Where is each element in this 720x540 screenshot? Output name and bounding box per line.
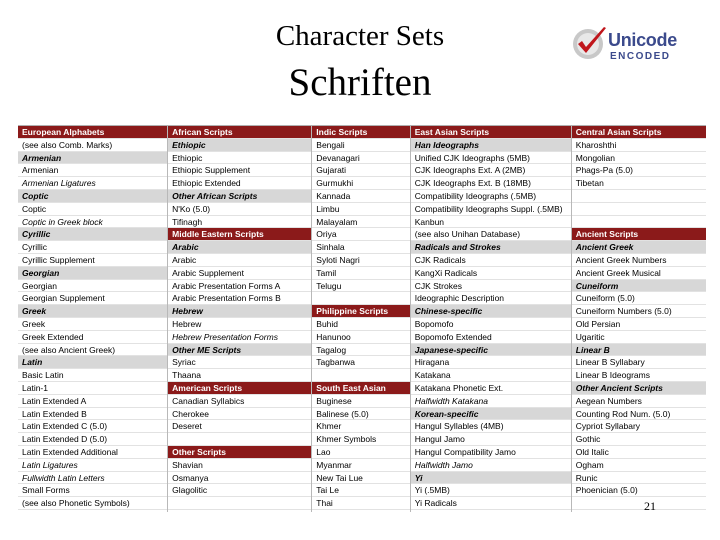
subgroup-header[interactable]: Chinese-specific bbox=[411, 305, 571, 318]
script-entry[interactable]: Kharoshthi bbox=[572, 139, 706, 152]
table-column bbox=[312, 126, 410, 512]
script-entry[interactable]: Myanmar bbox=[312, 459, 409, 472]
script-entry[interactable]: Tifinagh bbox=[168, 216, 311, 229]
script-entry[interactable]: Katakana bbox=[411, 369, 571, 382]
script-entry[interactable]: Coptic bbox=[18, 203, 167, 216]
script-entry bbox=[572, 203, 706, 216]
subgroup-header[interactable]: Han Ideographs bbox=[411, 139, 571, 152]
script-entry[interactable]: Balinese (5.0) bbox=[312, 408, 409, 421]
script-entry[interactable]: Cuneiform (5.0) bbox=[572, 292, 706, 305]
group-header[interactable]: Ancient Scripts bbox=[572, 228, 706, 241]
script-entry[interactable]: Katakana Phonetic Ext. bbox=[411, 382, 571, 395]
subgroup-header[interactable]: Linear B bbox=[572, 344, 706, 357]
script-entry[interactable]: Tibetan bbox=[572, 177, 706, 190]
script-entry[interactable]: Bopomofo Extended bbox=[411, 331, 571, 344]
script-entry[interactable]: Syloti Nagri bbox=[312, 254, 409, 267]
script-entry[interactable]: Fullwidth Latin Letters bbox=[18, 472, 167, 485]
script-entry[interactable]: Limbu bbox=[312, 203, 409, 216]
group-header[interactable]: Middle Eastern Scripts bbox=[168, 228, 311, 241]
script-entry[interactable]: Bopomofo bbox=[411, 318, 571, 331]
script-entry[interactable]: Latin Extended A bbox=[18, 395, 167, 408]
script-entry[interactable]: Old Italic bbox=[572, 446, 706, 459]
script-entry[interactable]: Latin Extended Additional bbox=[18, 446, 167, 459]
script-entry[interactable]: CJK Radicals bbox=[411, 254, 571, 267]
script-entry[interactable]: CJK Ideographs Ext. A (2MB) bbox=[411, 164, 571, 177]
script-entry[interactable]: Hiragana bbox=[411, 356, 571, 369]
checkmark-seal-icon bbox=[570, 24, 610, 64]
subgroup-header[interactable]: Georgian bbox=[18, 267, 167, 280]
script-entry[interactable]: Tagbanwa bbox=[312, 356, 409, 369]
script-entry[interactable]: Tamil bbox=[312, 267, 409, 280]
script-entry[interactable]: Ugaritic bbox=[572, 331, 706, 344]
subgroup-header[interactable]: Radicals and Strokes bbox=[411, 241, 571, 254]
subgroup-header[interactable]: Hebrew bbox=[168, 305, 311, 318]
subgroup-header[interactable]: Other ME Scripts bbox=[168, 344, 311, 357]
script-entry[interactable]: Greek bbox=[18, 318, 167, 331]
script-entry[interactable]: Deseret bbox=[168, 420, 311, 433]
script-entry[interactable]: Hangul Compatibility Jamo bbox=[411, 446, 571, 459]
script-entry[interactable]: Small Forms bbox=[18, 484, 167, 497]
group-header[interactable]: Other Scripts bbox=[168, 446, 311, 459]
script-entry[interactable]: Gujarati bbox=[312, 164, 409, 177]
group-header[interactable]: American Scripts bbox=[168, 382, 311, 395]
script-entry[interactable]: Basic Latin bbox=[18, 369, 167, 382]
script-entry[interactable]: Cypriot Syllabary bbox=[572, 420, 706, 433]
script-entry[interactable]: Oriya bbox=[312, 228, 409, 241]
script-entry[interactable]: Thaana bbox=[168, 369, 311, 382]
script-entry[interactable]: Unified CJK Ideographs (5MB) bbox=[411, 152, 571, 165]
script-entry[interactable]: Syriac bbox=[168, 356, 311, 369]
script-entry[interactable]: Hanunoo bbox=[312, 331, 409, 344]
script-entry[interactable]: (see also Unihan Database) bbox=[411, 228, 571, 241]
script-entry[interactable]: Latin Extended B bbox=[18, 408, 167, 421]
script-entry[interactable]: (see also Ancient Greek) bbox=[18, 344, 167, 357]
script-entry bbox=[312, 292, 409, 305]
script-entry[interactable]: Coptic in Greek block bbox=[18, 216, 167, 229]
script-entry[interactable]: Mongolian bbox=[572, 152, 706, 165]
unicode-logo bbox=[570, 22, 690, 72]
subgroup-header[interactable]: Other African Scripts bbox=[168, 190, 311, 203]
script-entry[interactable]: Kanbun bbox=[411, 216, 571, 229]
table-column bbox=[572, 126, 706, 512]
script-entry[interactable]: Hebrew Presentation Forms bbox=[168, 331, 311, 344]
script-entry[interactable]: Gothic bbox=[572, 433, 706, 446]
script-entry[interactable]: Latin Extended C (5.0) bbox=[18, 420, 167, 433]
script-entry[interactable]: Georgian bbox=[18, 280, 167, 293]
group-header[interactable]: European Alphabets bbox=[18, 126, 167, 139]
script-entry[interactable]: Shavian bbox=[168, 459, 311, 472]
script-entry[interactable]: Linear B Syllabary bbox=[572, 356, 706, 369]
script-entry[interactable]: Tagalog bbox=[312, 344, 409, 357]
script-entry[interactable]: Hangul Jamo bbox=[411, 433, 571, 446]
script-entry[interactable]: New Tai Lue bbox=[312, 472, 409, 485]
script-entry[interactable]: N'Ko (5.0) bbox=[168, 203, 311, 216]
script-entry[interactable]: Buginese bbox=[312, 395, 409, 408]
script-entry bbox=[572, 190, 706, 203]
script-entry[interactable]: Cuneiform Numbers (5.0) bbox=[572, 305, 706, 318]
script-entry[interactable]: Arabic bbox=[168, 254, 311, 267]
script-entry[interactable]: (see also Comb. Marks) bbox=[18, 139, 167, 152]
subgroup-header[interactable]: Japanese-specific bbox=[411, 344, 571, 357]
subgroup-header[interactable]: Cuneiform bbox=[572, 280, 706, 293]
script-entry[interactable]: Ethiopic bbox=[168, 152, 311, 165]
script-entry[interactable]: Halfwidth Jamo bbox=[411, 459, 571, 472]
page-number: 21 bbox=[644, 499, 656, 513]
subgroup-header[interactable]: Armenian bbox=[18, 152, 167, 165]
script-entry[interactable]: Bengali bbox=[312, 139, 409, 152]
script-entry[interactable]: Yi (.5MB) bbox=[411, 484, 571, 497]
table-column bbox=[411, 126, 572, 512]
group-header[interactable]: Philippine Scripts bbox=[312, 305, 409, 318]
subgroup-header[interactable]: Greek bbox=[18, 305, 167, 318]
script-entry[interactable]: Latin Ligatures bbox=[18, 459, 167, 472]
script-entry[interactable]: Counting Rod Num. (5.0) bbox=[572, 408, 706, 421]
slide-title: Character Sets bbox=[275, 20, 445, 52]
script-entry[interactable]: Khmer Symbols bbox=[312, 433, 409, 446]
script-entry[interactable]: Aegean Numbers bbox=[572, 395, 706, 408]
subgroup-header[interactable]: Arabic bbox=[168, 241, 311, 254]
script-entry[interactable]: CJK Strokes bbox=[411, 280, 571, 293]
script-entry[interactable]: Arabic Presentation Forms A bbox=[168, 280, 311, 293]
script-entry[interactable]: Sinhala bbox=[312, 241, 409, 254]
script-entry[interactable]: Yi Radicals bbox=[411, 497, 571, 510]
script-entry[interactable]: Hebrew bbox=[168, 318, 311, 331]
script-entry[interactable]: Greek Extended bbox=[18, 331, 167, 344]
script-entry[interactable]: (see also Phonetic Symbols) bbox=[18, 497, 167, 510]
subgroup-header[interactable]: Cyrillic bbox=[18, 228, 167, 241]
group-header[interactable]: Central Asian Scripts bbox=[572, 126, 706, 139]
script-entry[interactable]: Osmanya bbox=[168, 472, 311, 485]
subgroup-header[interactable]: Coptic bbox=[18, 190, 167, 203]
script-entry[interactable]: Latin Extended D (5.0) bbox=[18, 433, 167, 446]
subgroup-header[interactable]: Latin bbox=[18, 356, 167, 369]
script-entry[interactable]: Telugu bbox=[312, 280, 409, 293]
script-entry[interactable]: Cyrillic bbox=[18, 241, 167, 254]
script-entry[interactable]: Compatibility Ideographs Suppl. (.5MB) bbox=[411, 203, 571, 216]
subgroup-header[interactable]: Korean-specific bbox=[411, 408, 571, 421]
script-entry[interactable]: Arabic Supplement bbox=[168, 267, 311, 280]
script-entry[interactable]: Runic bbox=[572, 472, 706, 485]
script-entry[interactable]: Phags-Pa (5.0) bbox=[572, 164, 706, 177]
slide-subtitle: Schriften bbox=[288, 61, 432, 104]
script-entry[interactable]: Khmer bbox=[312, 420, 409, 433]
script-entry[interactable]: Cyrillic Supplement bbox=[18, 254, 167, 267]
script-entry[interactable]: Ogham bbox=[572, 459, 706, 472]
script-entry[interactable]: Tai Le bbox=[312, 484, 409, 497]
script-entry[interactable]: Arabic Presentation Forms B bbox=[168, 292, 311, 305]
script-entry[interactable]: Halfwidth Katakana bbox=[411, 395, 571, 408]
script-entry[interactable]: Ideographic Description bbox=[411, 292, 571, 305]
script-entry[interactable]: Buhid bbox=[312, 318, 409, 331]
table-column bbox=[18, 126, 168, 512]
script-entry[interactable]: Devanagari bbox=[312, 152, 409, 165]
script-entry[interactable]: Armenian Ligatures bbox=[18, 177, 167, 190]
script-entry[interactable]: Compatibility Ideographs (.5MB) bbox=[411, 190, 571, 203]
script-entry bbox=[168, 433, 311, 446]
script-entry[interactable]: CJK Ideographs Ext. B (18MB) bbox=[411, 177, 571, 190]
group-header[interactable]: Indic Scripts bbox=[312, 126, 409, 139]
script-entry[interactable]: Lao bbox=[312, 446, 409, 459]
script-entry[interactable]: Linear B Ideograms bbox=[572, 369, 706, 382]
script-entry[interactable]: Canadian Syllabics bbox=[168, 395, 311, 408]
script-entry[interactable]: Hangul Syllables (4MB) bbox=[411, 420, 571, 433]
script-entry[interactable]: Phoenician (5.0) bbox=[572, 484, 706, 497]
script-entry[interactable]: Ethiopic Supplement bbox=[168, 164, 311, 177]
script-entry[interactable]: Old Persian bbox=[572, 318, 706, 331]
group-header[interactable]: African Scripts bbox=[168, 126, 311, 139]
script-entry[interactable]: Glagolitic bbox=[168, 484, 311, 497]
script-entry[interactable]: Latin-1 bbox=[18, 382, 167, 395]
group-header[interactable]: South East Asian bbox=[312, 382, 409, 395]
logo-subtext: ENCODED bbox=[610, 51, 671, 62]
script-entry[interactable]: Thai bbox=[312, 497, 409, 510]
script-entry bbox=[168, 497, 311, 510]
script-entry[interactable]: Ancient Greek Numbers bbox=[572, 254, 706, 267]
logo-wordmark: Unicode bbox=[608, 30, 677, 50]
group-header[interactable]: East Asian Scripts bbox=[411, 126, 571, 139]
script-entry[interactable]: Armenian bbox=[18, 164, 167, 177]
script-entry[interactable]: Gurmukhi bbox=[312, 177, 409, 190]
script-entry[interactable]: Cherokee bbox=[168, 408, 311, 421]
script-entry bbox=[572, 497, 706, 510]
script-entry bbox=[312, 369, 409, 382]
subgroup-header[interactable]: Ancient Greek bbox=[572, 241, 706, 254]
subgroup-header[interactable]: Ethiopic bbox=[168, 139, 311, 152]
script-entry[interactable]: Ancient Greek Musical bbox=[572, 267, 706, 280]
script-entry[interactable]: Georgian Supplement bbox=[18, 292, 167, 305]
subgroup-header[interactable]: Yi bbox=[411, 472, 571, 485]
script-entry bbox=[572, 216, 706, 229]
subgroup-header[interactable]: Other Ancient Scripts bbox=[572, 382, 706, 395]
script-entry[interactable]: Kannada bbox=[312, 190, 409, 203]
script-entry[interactable]: Ethiopic Extended bbox=[168, 177, 311, 190]
script-entry[interactable]: Malayalam bbox=[312, 216, 409, 229]
table-column bbox=[168, 126, 312, 512]
script-entry[interactable]: KangXi Radicals bbox=[411, 267, 571, 280]
character-sets-table bbox=[18, 125, 706, 512]
